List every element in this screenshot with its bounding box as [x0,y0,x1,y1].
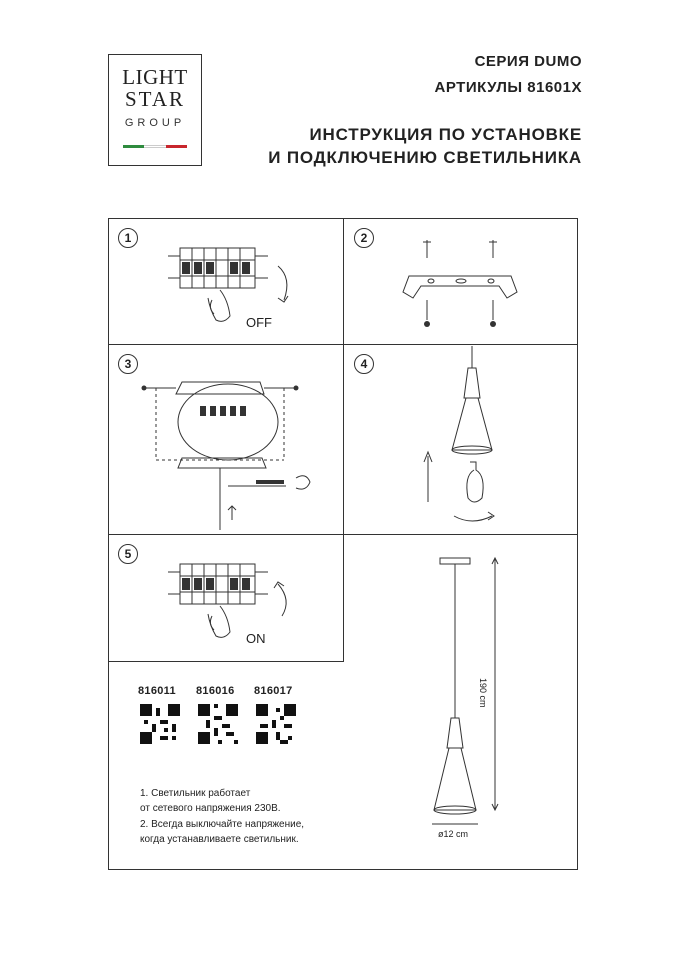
series-label: СЕРИЯ DUMO [474,53,582,70]
step-5-on-label: ON [246,631,266,646]
logo-line-3: GROUP [124,117,186,129]
qr-code-2[interactable] [198,704,238,744]
step-1-illustration [150,240,310,335]
step-5-illustration [150,556,310,651]
qr-code-label-1: 816011 [138,685,176,697]
grid-divider-h1 [108,344,578,345]
note-line-1: 1. Светильник работает [140,788,251,799]
grid-divider-vertical-step5 [343,534,344,662]
title-line-1: ИНСТРУКЦИЯ ПО УСТАНОВКЕ [309,125,582,144]
title-line-2: И ПОДКЛЮЧЕНИЮ СВЕТИЛЬНИКА [268,148,582,167]
qr-code-3[interactable] [256,704,296,744]
step-1-off-label: OFF [246,315,272,330]
italian-flag-stripe [123,145,187,148]
qr-code-1[interactable] [140,704,180,744]
height-dimension-label: 190 cm [478,678,488,708]
diameter-dimension-label: ø12 cm [438,829,469,839]
articles-label: АРТИКУЛЫ 81601X [434,79,582,96]
qr-code-label-3: 816017 [254,685,293,697]
grid-divider-vertical [343,218,344,534]
step-4-number: 4 [354,354,374,374]
step-2-number: 2 [354,228,374,248]
step-3-number: 3 [118,354,138,374]
step-3-wiring-illustration [136,370,336,530]
step-4-shade-illustration [410,346,520,531]
logo-line-2: STAR [125,87,185,111]
lamp-dimension-drawing [410,548,520,838]
step-1-number: 1 [118,228,138,248]
note-line-3: 2. Всегда выключайте напряжение, [140,819,305,830]
brand-logo [108,54,202,166]
qr-code-label-2: 816016 [196,685,235,697]
step-5-number: 5 [118,544,138,564]
note-line-4: когда устанавливаете светильник. [140,834,299,845]
step-2-bracket-illustration [395,236,525,336]
logo-line-1: LIGHT [122,65,188,89]
grid-divider-h3 [108,661,344,662]
note-line-2: от сетевого напряжения 230В. [140,803,281,814]
